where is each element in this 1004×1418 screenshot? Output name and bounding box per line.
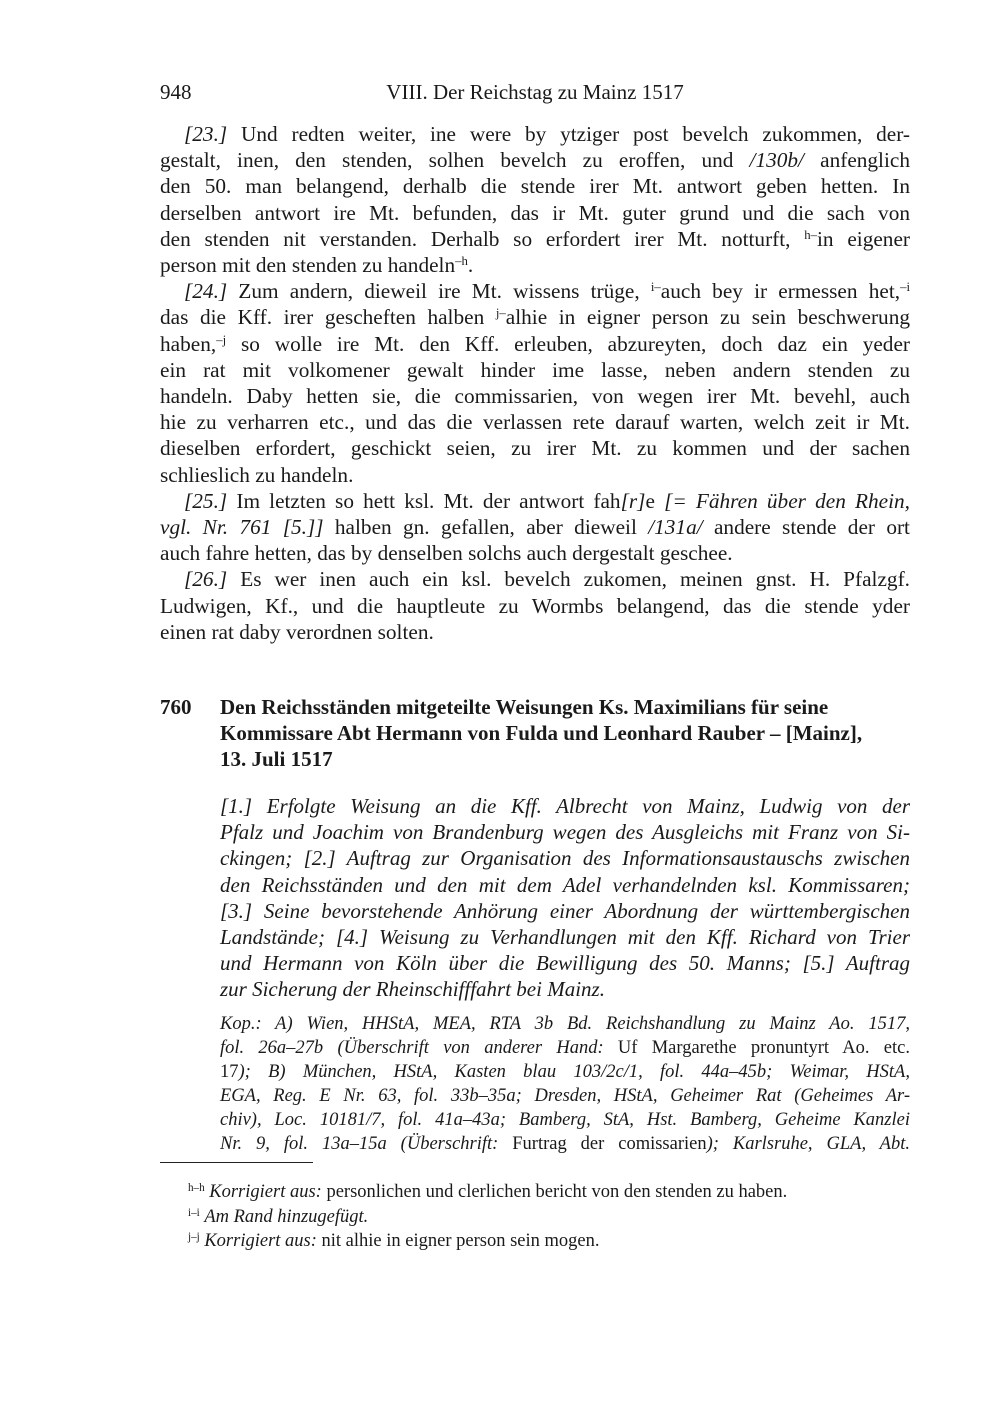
italic-text: /131a/ [648, 515, 703, 540]
text-segment: gestalt, inen, den stenden, solhen bevelch zu eroffen, und [160, 148, 750, 173]
italic-text: ); B) München, HStA, Kasten blau 103/2c/1, fol. 44a–45b; Weimar, HStA, [238, 1062, 910, 1082]
text-segment: Pfalz und Joachim von Brandenburg wegen des Ausgleichs mit Franz von Si- [220, 820, 910, 845]
footnote-marker: j– [495, 306, 506, 321]
text-segment: . [467, 253, 474, 278]
footnote-marker: j–j [188, 1230, 200, 1243]
text-segment: nit alhie in eigner person sein mogen. [316, 1231, 600, 1251]
text-line [160, 540, 910, 566]
title-line: 13. Juli 1517 [220, 747, 333, 772]
footnote-marker: h– [804, 227, 818, 242]
text-segment: das die Kff. irer gescheften halben [160, 305, 496, 330]
text-segment: dieselben erfordert, geschickt seien, zu irer Mt. zu kommen und der sachen [160, 436, 910, 461]
text-segment: 17 [220, 1062, 239, 1082]
text-segment: andere stende der ort [702, 515, 910, 540]
page-number: 948 [160, 80, 192, 104]
text-line [160, 462, 910, 488]
text-segment: Und redten weiter, ine were by ytziger post bevelch zukommen, der- [227, 122, 910, 146]
text-line [160, 619, 910, 645]
text-line [220, 1108, 910, 1132]
footnote [188, 1180, 910, 1205]
footnote-marker: –h [455, 254, 468, 268]
document-heading [160, 694, 910, 773]
title-line: Den Reichsständen mitgeteilte Weisungen Ks. Maximilians für seine [220, 695, 829, 719]
text-line [220, 898, 910, 924]
text-line [160, 409, 910, 435]
text-segment: haben, [160, 331, 217, 356]
text-line [220, 1036, 910, 1060]
paragraph [160, 278, 910, 488]
page-header [160, 80, 910, 108]
italic-text: [= Fähren über den Rhein, [664, 488, 910, 513]
footnote [188, 1205, 910, 1230]
running-head: VIII. Der Reichstag zu Mainz 1517 [386, 80, 684, 104]
text-segment: und Hermann von Köln über die Bewilligung des 50. Manns; [5.] Auftrag [220, 951, 910, 976]
paragraph [220, 1012, 910, 1156]
text-segment: Zum andern, dieweil ire Mt. wissens trüge, [227, 279, 651, 304]
italic-text: ); Karlsruhe, GLA, Abt. [706, 1134, 910, 1154]
paragraph [220, 793, 910, 1003]
text-line [220, 872, 910, 898]
paragraph [160, 566, 910, 645]
italic-text: [26.] [184, 567, 228, 592]
text-line [188, 1229, 910, 1254]
italic-text: chiv), Loc. 10181/7, fol. 41a–43a; Bamberg, StA, Hst. Bamberg, Geheime Kanzlei [220, 1110, 910, 1130]
italic-text: Kop.: A) Wien, HHStA, MEA, RTA 3b Bd. Reichshandlung zu Mainz Ao. 1517, [220, 1014, 910, 1034]
text-segment: anfenglich [803, 148, 910, 173]
text-line [220, 845, 910, 871]
text-segment: hie zu verharren etc., und das die verlassen rete darauf warten, welch zeit ir Mt. [160, 410, 910, 435]
text-segment: [3.] Seine bevorstehende Anhörung einer Abordnung der württembergischen [220, 898, 910, 923]
text-line [160, 252, 910, 278]
italic-text: fol. 26a–27b (Überschrift von anderer Hand: [220, 1038, 604, 1058]
text-segment: den Reichsständen und den mit dem Adel verhandelnden ksl. Kommissaren; [220, 872, 910, 897]
title-line: Kommissare Abt Hermann von Fulda und Leonhard Rauber – [Mainz], [220, 721, 863, 746]
document-summary [220, 793, 910, 1003]
text-segment: Landstände; [4.] Weisung zu Verhandlungen mit den Kff. Richard von Trier [220, 925, 910, 950]
text-segment: auch bey ir ermessen het, [660, 279, 901, 304]
text-segment: Es wer inen auch ein ksl. bevelch zukomen, meinen gnst. H. Pfalzgf. [227, 567, 910, 592]
text-segment: Ludwigen, Kf., und die hauptleute zu Wormbs belangend, das die stende yder [160, 593, 910, 618]
italic-text: Korrigiert aus: [204, 1231, 317, 1251]
italic-text: EGA, Reg. E Nr. 63, fol. 33b–35a; Dresden, HStA, Geheimer Rat (Geheimes Ar- [220, 1086, 910, 1106]
text-segment: derselben antwort ire Mt. befunden, das ir Mt. guter grund und die sach von [160, 200, 910, 225]
text-line [160, 121, 910, 147]
text-line [160, 304, 910, 330]
text-segment: e [645, 488, 665, 513]
footnote-marker: –j [216, 332, 227, 347]
text-segment: in eigener [817, 226, 910, 251]
text-segment: Furtrag der comissarien [498, 1134, 707, 1154]
text-line [188, 1205, 910, 1230]
text-line [160, 147, 910, 173]
italic-text: [25.] [184, 488, 228, 513]
footnotes [188, 1180, 910, 1254]
text-segment: Uf Margarethe pronuntyrt Ao. etc. [603, 1038, 910, 1058]
italic-text: Am Rand hinzugefügt. [204, 1206, 369, 1227]
text-segment: person mit den stenden zu handeln [160, 253, 456, 278]
text-line [160, 488, 910, 514]
footnote-marker: –i [900, 280, 910, 295]
text-segment: auch fahre hetten, das by denselben solchs auch dergestalt geschee. [160, 541, 733, 566]
text-segment: [1.] Erfolgte Weisung an die Kff. Albrecht von Mainz, Ludwig von der [220, 794, 910, 818]
text-segment: ckingen; [2.] Auftrag zur Organisation des Informationsaustauschs zwischen [220, 846, 910, 871]
text-segment: so wolle ire Mt. den Kff. erleuben, abzureyten, doch daz ein yeder [226, 331, 910, 356]
text-segment: Im letzten so hett ksl. Mt. der antwort fah [227, 488, 621, 513]
text-line [160, 200, 910, 226]
italic-text: [24.] [184, 279, 228, 304]
text-line [220, 1084, 910, 1108]
footnote [188, 1229, 910, 1254]
text-line [160, 383, 910, 409]
text-line [220, 1060, 910, 1084]
text-line [160, 278, 910, 304]
text-line [160, 226, 910, 252]
paragraph [160, 488, 910, 567]
text-line [220, 1132, 910, 1156]
text-segment: handeln. Daby hetten sie, die commissarien, von wegen irer Mt. bevehl, auch [160, 384, 910, 409]
italic-text: [23.] [184, 122, 228, 146]
italic-text: /130b/ [749, 148, 804, 173]
text-segment: einen rat daby verordnen solten. [160, 619, 434, 644]
document-number: 760 [160, 695, 192, 719]
text-segment: personlichen und clerlichen bericht von den stenden zu haben. [321, 1182, 788, 1202]
text-line [220, 1012, 910, 1036]
italic-text: Nr. 9, fol. 13a–15a (Überschrift: [220, 1134, 499, 1154]
text-segment: zur Sicherung der Rheinschifffahrt bei Mainz. [220, 977, 605, 1002]
text-segment: alhie in eigner person zu sein beschwerung [505, 305, 911, 330]
text-line [160, 593, 910, 619]
text-line [220, 924, 910, 950]
text-segment: ein rat mit volkomener gewalt hinder ime lasse, neben andern stenden zu [160, 357, 910, 382]
text-line [188, 1180, 910, 1205]
text-line [220, 819, 910, 845]
document-title [220, 694, 910, 773]
text-line [220, 950, 910, 976]
footnote-marker: h–h [188, 1181, 205, 1194]
text-line [220, 793, 910, 819]
body-text [160, 121, 910, 645]
text-segment: den stenden nit verstanden. Derhalb so erfordert irer Mt. notturft, [160, 226, 805, 251]
text-line [160, 357, 910, 383]
text-line [160, 435, 910, 461]
text-line [160, 514, 910, 540]
source-references [220, 1012, 910, 1156]
italic-text: vgl. Nr. 761 [5.]] [160, 515, 324, 540]
text-segment: den 50. man belangend, derhalb die stende irer Mt. antwort geben hetten. In [160, 174, 910, 199]
footnote-marker: i– [650, 280, 661, 295]
text-line [160, 566, 910, 592]
footnote-marker: i–i [188, 1206, 200, 1219]
italic-text: Korrigiert aus: [209, 1182, 322, 1202]
text-segment: halben gn. gefallen, aber dieweil [323, 515, 649, 540]
text-line [160, 331, 910, 357]
footnote-divider [160, 1162, 313, 1163]
italic-text: [r] [620, 488, 646, 513]
text-line [160, 173, 910, 199]
paragraph [160, 121, 910, 278]
text-line [220, 976, 910, 1002]
text-segment: schlieslich zu handeln. [160, 462, 354, 487]
